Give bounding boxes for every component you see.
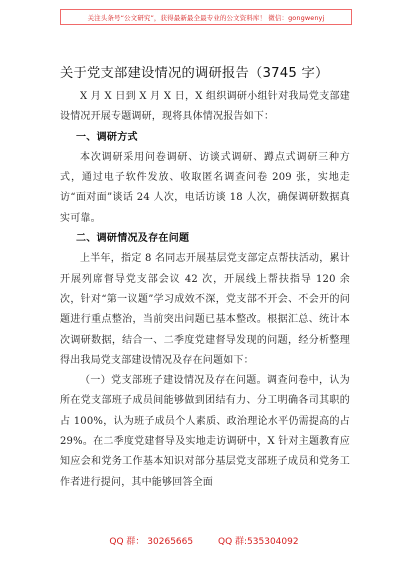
- document-body: [60, 62, 350, 493]
- footer-qq-group-1: QQ 群： 30265665: [109, 537, 194, 547]
- subsection-1-paragraph: （一）党支部班子建设情况及存在问题。调查问卷中，认为所在党支部班子成员间能够做到团结有力、分工明确各司其职的占 100%，认为班子成员个人素质、政治理论水平仍需提高的占 29%。在二季度党建督导及实地走访调研中，X 针对主题教育应知应会和党务工作基本知识对部分基层党支部班子成员和党务工作者进行提问，其中能够回答全面: [60, 375, 350, 488]
- section-1-heading: 一、调研方式: [76, 131, 138, 143]
- section-2-paragraph: 上半年，指定 8 名同志开展基层党支部定点帮扶活动，累计开展列席督导党支部会议 42 次，开展线上帮扶指导 120 余次，针对“第一议题”学习成效不深，党支部不开会、不会开的问题进行重点整治，当前突出问题已基本整改。根据汇总、统计本次调研数据，结合一、二季度党建督导发现的问题，经分析整理得出我局党支部建设情况及存在问题如下：: [60, 253, 350, 366]
- document-title: 关于党支部建设情况的调研报告（3745 字）: [60, 66, 329, 81]
- section-1-paragraph: 本次调研采用问卷调研、访谈式调研、蹲点式调研三种方式，通过电子软件发放、收取匿名调查问卷 209 张，实地走访“面对面”谈话 24 人次，电话访谈 18 人次，确保调研数据真实可靠。: [60, 151, 350, 224]
- promo-banner: [60, 9, 352, 25]
- promo-banner-text: 关注头条号“公文研究”，获得最新最全最专业的公文资料库！ 微信：gongwenyj: [87, 13, 325, 22]
- footer-qq-group-2: QQ 群:535304092: [217, 537, 299, 547]
- intro-paragraph: X 月 X 日到 X 月 X 日，X 组织调研小组针对我局党支部建设情况开展专题调研，现将具体情况报告如下：: [60, 91, 350, 123]
- section-2-heading: 二、调研情况及存在问题: [76, 233, 190, 245]
- footer-contact: [0, 534, 408, 548]
